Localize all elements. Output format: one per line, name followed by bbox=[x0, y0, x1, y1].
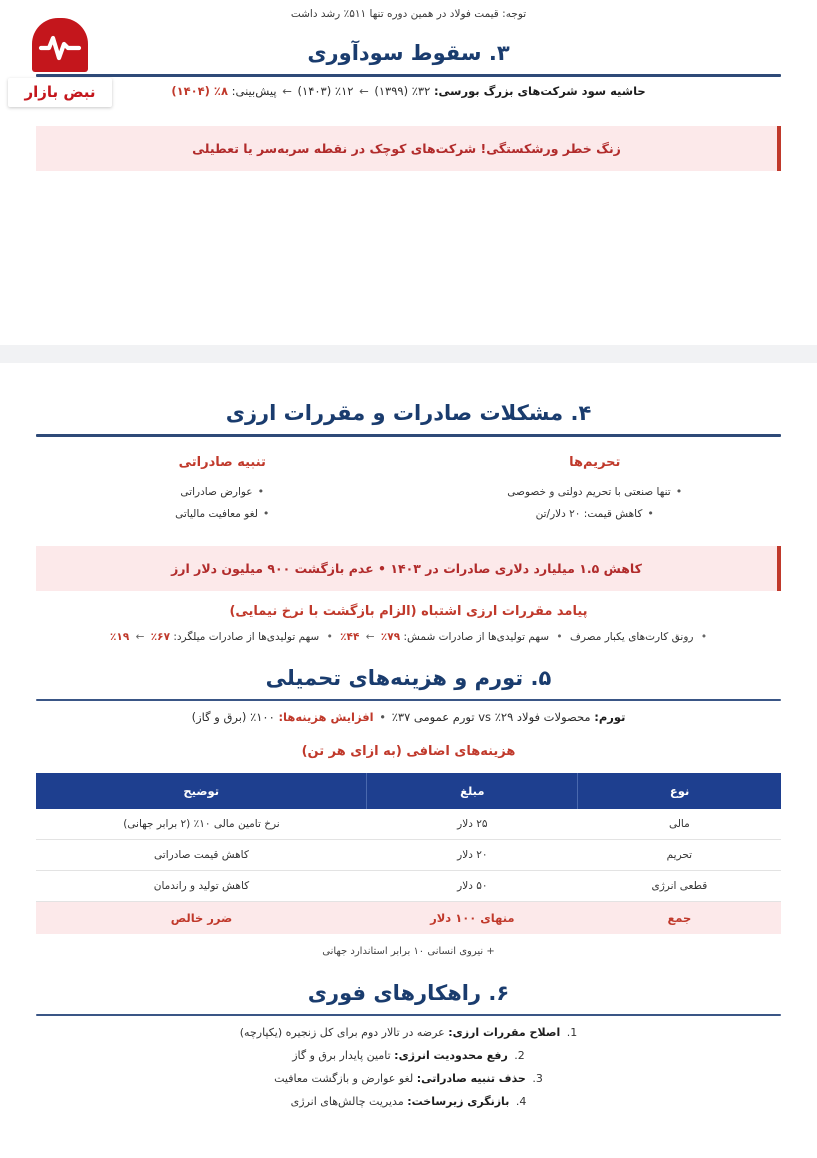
section-4-title: ۴. مشکلات صادرات و مقررات ارزی bbox=[225, 401, 592, 425]
th-description: توضیح bbox=[36, 773, 367, 809]
profit-margin-label: حاشیه سود شرکت‌های بزرگ بورسی: bbox=[433, 84, 646, 98]
export-penalty-list bbox=[50, 481, 395, 525]
brand-logo[interactable] bbox=[8, 18, 112, 107]
section-5-rule bbox=[36, 699, 781, 701]
section-3-title: ۳. سقوط سودآوری bbox=[307, 41, 510, 65]
list-item bbox=[36, 1021, 781, 1044]
section-4-columns bbox=[0, 453, 817, 525]
section-6-title: ۶. راهکارهای فوری bbox=[307, 981, 510, 1005]
table-body bbox=[36, 809, 781, 934]
section-3-lead bbox=[0, 82, 817, 100]
column-export-penalty-heading: تنبیه صادراتی bbox=[178, 455, 266, 470]
fx-regulation-subheading: پیامد مقررات ارزی اشتباه (الزام بازگشت با نرخ نیمایی) bbox=[229, 604, 588, 619]
item-title: رفع محدودیت انرژی: bbox=[394, 1049, 508, 1062]
table-row bbox=[36, 809, 781, 840]
cell-amount: ۲۰ دلار bbox=[367, 840, 578, 871]
item-number: 2. bbox=[514, 1049, 525, 1062]
table-header-row bbox=[36, 773, 781, 809]
section-3-rule bbox=[36, 74, 781, 77]
item-detail: لغو عوارض و بازگشت معافیت bbox=[274, 1072, 414, 1085]
panel-section-3 bbox=[0, 0, 817, 345]
stat-rebar-to: ۱۹٪ bbox=[109, 631, 130, 643]
extra-costs-table bbox=[36, 773, 781, 934]
cell-type: تحریم bbox=[578, 840, 781, 871]
cell-description: کاهش تولید و راندمان bbox=[36, 871, 367, 902]
arrow-icon-3: ← bbox=[365, 631, 375, 643]
bankruptcy-warning-callout bbox=[36, 126, 781, 171]
cell-total-amount: منهای ۱۰۰ دلار bbox=[367, 902, 578, 935]
item-title: اصلاح مقررات ارزی: bbox=[448, 1026, 561, 1039]
item-title: بازنگری زیرساخت: bbox=[407, 1095, 510, 1108]
cell-amount: ۵۰ دلار bbox=[367, 871, 578, 902]
inflation-text: محصولات فولاد ۲۹٪ vs تورم عمومی ۳۷٪ bbox=[391, 710, 591, 724]
item-number: 3. bbox=[532, 1072, 543, 1085]
arrow-icon-2: ← bbox=[282, 84, 292, 98]
table-row bbox=[36, 840, 781, 871]
cell-description: کاهش قیمت صادراتی bbox=[36, 840, 367, 871]
stat-disposable-cards: رونق کارت‌های یکبار مصرف bbox=[569, 631, 694, 643]
section-6-rule bbox=[36, 1014, 781, 1016]
list-item bbox=[36, 1067, 781, 1090]
table-row bbox=[36, 871, 781, 902]
stat-rebar-label: سهم تولیدی‌ها از صادرات میلگرد: bbox=[173, 631, 320, 643]
section-5-inflation-line bbox=[0, 708, 817, 726]
cost-rise-value: ۱۰۰٪ (برق و گاز) bbox=[191, 710, 275, 724]
arrow-icon-1: ← bbox=[359, 84, 369, 98]
export-decline-text: کاهش ۱.۵ میلیارد دلاری صادرات در ۱۴۰۳ • عدم بازگشت ۹۰۰ میلیون دلار ارز bbox=[171, 561, 642, 576]
list-item: • عوارض صادراتی bbox=[50, 481, 395, 503]
immediate-actions-list bbox=[36, 1021, 781, 1113]
table-row-total bbox=[36, 902, 781, 935]
cell-type: مالی bbox=[578, 809, 781, 840]
top-note: توجه: قیمت فولاد در همین دوره تنها ۵۱۱٪ رشد داشت bbox=[290, 8, 527, 20]
list-item bbox=[36, 1044, 781, 1067]
stat-billet-to: ۴۴٪ bbox=[340, 631, 360, 643]
stat-billet-label: سهم تولیدی‌ها از صادرات شمش: bbox=[403, 631, 550, 643]
arrow-icon-4: ← bbox=[135, 631, 145, 643]
forecast-label: پیش‌بینی: bbox=[231, 84, 277, 98]
th-type: نوع bbox=[578, 773, 781, 809]
sanctions-list bbox=[423, 481, 768, 525]
item-detail: مدیریت چالش‌های انرژی bbox=[290, 1095, 404, 1108]
item-title: حذف تنبیه صادراتی: bbox=[416, 1072, 526, 1085]
export-decline-callout bbox=[36, 546, 781, 591]
profit-margin-v1: ۳۲٪ (۱۳۹۹) bbox=[374, 84, 431, 98]
pulse-heartbeat-icon bbox=[32, 18, 88, 72]
bullet-icon: • bbox=[556, 631, 563, 643]
profit-margin-v2: ۱۲٪ (۱۴۰۳) bbox=[297, 84, 354, 98]
column-sanctions bbox=[409, 453, 782, 525]
cell-total-description: ضرر خالص bbox=[36, 902, 367, 935]
item-detail: تامین پایدار برق و گاز bbox=[292, 1049, 391, 1062]
brand-logo-plate bbox=[8, 78, 112, 107]
panel-sections-4-5-6 bbox=[0, 363, 817, 1158]
list-item bbox=[36, 1090, 781, 1113]
fx-regulation-stats bbox=[0, 627, 817, 647]
stat-billet-from: ۷۹٪ bbox=[380, 631, 401, 643]
column-export-penalty bbox=[36, 453, 409, 525]
item-number: 4. bbox=[515, 1095, 527, 1108]
section-5-title: ۵. تورم و هزینه‌های تحمیلی bbox=[265, 666, 552, 690]
panel-separator bbox=[0, 345, 817, 363]
extra-costs-heading: هزینه‌های اضافی (به ازای هر تن) bbox=[301, 744, 516, 759]
item-number: 1. bbox=[566, 1026, 578, 1039]
bullet-icon: • bbox=[700, 631, 708, 643]
table-head bbox=[36, 773, 781, 809]
cell-total-type: جمع bbox=[578, 902, 781, 935]
th-amount: مبلغ bbox=[367, 773, 578, 809]
column-sanctions-heading: تحریم‌ها bbox=[569, 455, 621, 470]
inflation-label: تورم: bbox=[594, 710, 626, 724]
stat-rebar-from: ۶۷٪ bbox=[150, 631, 170, 643]
bankruptcy-warning-text: زنگ خطر ورشکستگی! شرکت‌های کوچک در نقطه سربه‌سر یا تعطیلی bbox=[192, 141, 621, 156]
extra-costs-table-wrap bbox=[0, 773, 817, 934]
item-detail: عرضه در تالار دوم برای کل زنجیره (یکپارچه) bbox=[239, 1026, 445, 1039]
list-item: • لغو معافیت مالیاتی bbox=[50, 503, 395, 525]
forecast-value: ۸٪ (۱۴۰۴) bbox=[171, 84, 228, 98]
brand-name: نبض بازار bbox=[24, 83, 96, 101]
bullet-icon: • bbox=[326, 631, 333, 643]
bullet-icon: • bbox=[379, 710, 387, 724]
cell-type: قطعی انرژی bbox=[578, 871, 781, 902]
manpower-footnote: + نیروی انسانی ۱۰ برابر استاندارد جهانی bbox=[322, 946, 495, 957]
list-item: • کاهش قیمت: ۲۰ دلار/تن bbox=[423, 503, 768, 525]
cost-rise-label: افزایش هزینه‌ها: bbox=[278, 710, 374, 724]
list-item: • تنها صنعتی با تحریم دولتی و خصوصی bbox=[423, 481, 768, 503]
cell-description: نرخ تامین مالی ۱۰٪ (۲ برابر جهانی) bbox=[36, 809, 367, 840]
cell-amount: ۲۵ دلار bbox=[367, 809, 578, 840]
section-4-rule bbox=[36, 434, 781, 437]
